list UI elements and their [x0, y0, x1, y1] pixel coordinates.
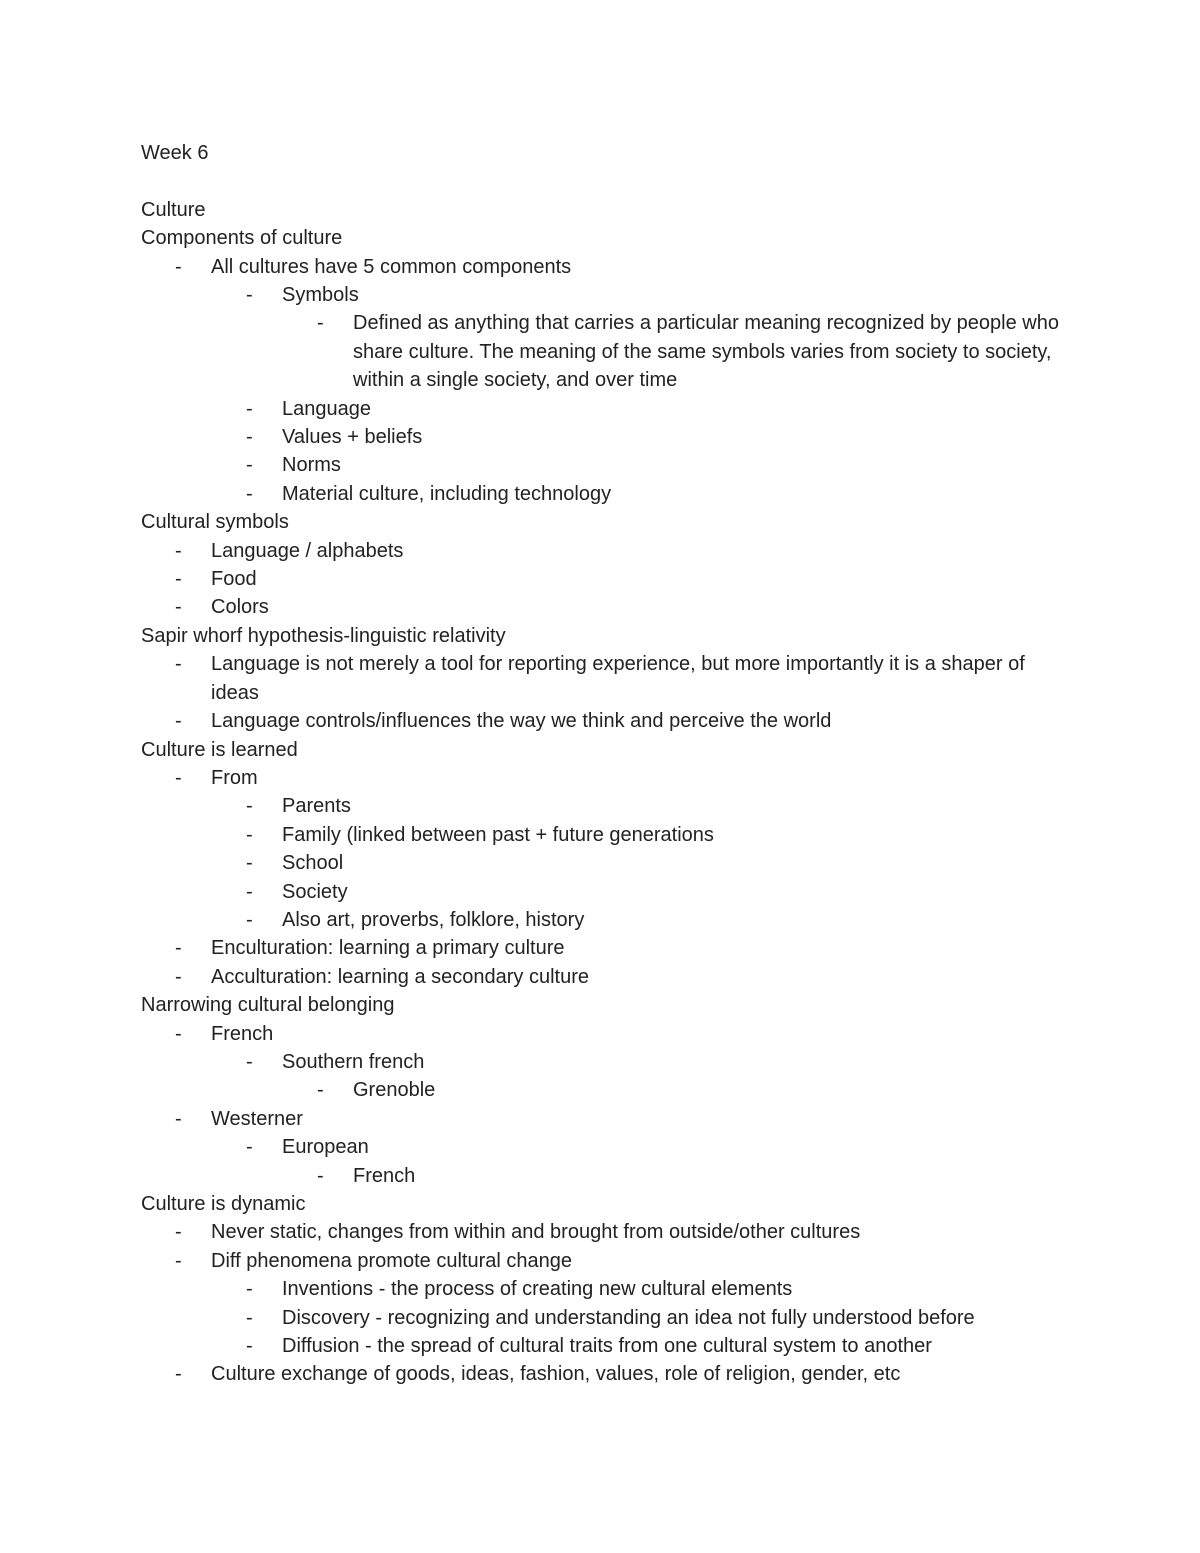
list-item	[141, 1304, 1071, 1332]
list-item-text: Diffusion - the spread of cultural traits from one cultural system to another	[282, 1335, 932, 1358]
list-item	[141, 537, 1071, 565]
list-item-text: Also art, proverbs, folklore, history	[282, 908, 585, 931]
list-item-text: Never static, changes from within and brought from outside/other cultures	[211, 1221, 861, 1244]
section-heading: Narrowing cultural belonging	[141, 994, 395, 1017]
bullet-dash: -	[175, 568, 182, 591]
list-item-text: All cultures have 5 common components	[211, 255, 572, 278]
bullet-dash: -	[246, 426, 253, 449]
list-item	[141, 1162, 1071, 1190]
bullet-dash: -	[246, 1050, 253, 1073]
bullet-dash: -	[175, 539, 182, 562]
list-item	[141, 650, 1071, 707]
list-item	[141, 1247, 1071, 1275]
list-item-text: Language	[282, 397, 371, 420]
list-item	[141, 1020, 1071, 1048]
section-heading: Culture is dynamic	[141, 1193, 306, 1216]
page-title: Week 6	[141, 142, 209, 164]
bullet-dash: -	[246, 454, 253, 477]
list-item	[141, 480, 1071, 508]
list-item-text: Enculturation: learning a primary culture	[211, 937, 565, 960]
bullet-dash: -	[246, 908, 253, 931]
list-item-text: Parents	[282, 795, 351, 818]
list-item-text: Discovery - recognizing and understanding an idea not fully understood before	[282, 1306, 975, 1329]
list-item-text: Society	[282, 880, 348, 903]
list-item-text: Acculturation: learning a secondary culture	[211, 965, 589, 988]
list-item	[141, 1275, 1071, 1303]
bullet-dash: -	[246, 823, 253, 846]
list-item	[141, 1133, 1071, 1161]
bullet-dash: -	[175, 255, 182, 278]
bullet-dash: -	[175, 1022, 182, 1045]
bullet-dash: -	[175, 937, 182, 960]
bullet-dash: -	[246, 284, 253, 307]
bullet-dash: -	[246, 397, 253, 420]
bullet-dash: -	[175, 596, 182, 619]
list-item-text: Culture exchange of goods, ideas, fashion, values, role of religion, gender, etc	[211, 1363, 901, 1386]
list-item	[141, 1076, 1071, 1104]
list-item-text: From	[211, 766, 258, 789]
list-item-text: Defined as anything that carries a particular meaning recognized by people who share culture. The meaning of the same symbols varies from society to society, within a single society, and over time	[353, 312, 1059, 392]
list-item	[141, 565, 1071, 593]
list-item-text: Grenoble	[353, 1079, 436, 1102]
list-item-text: Norms	[282, 454, 341, 477]
list-item	[141, 821, 1071, 849]
list-item-text: Colors	[211, 596, 269, 619]
list-item-text: Westerner	[211, 1107, 303, 1130]
list-item	[141, 593, 1071, 621]
list-item-text: Values + beliefs	[282, 426, 423, 449]
list-item-text: Language / alphabets	[211, 539, 404, 562]
bullet-dash: -	[246, 482, 253, 505]
list-item-text: French	[211, 1022, 274, 1045]
bullet-dash: -	[175, 965, 182, 988]
list-item	[141, 906, 1071, 934]
list-item	[141, 1360, 1071, 1388]
list-item-text: Language is not merely a tool for reporting experience, but more importantly it is a shaper of ideas	[211, 653, 1025, 704]
list-item-text: European	[282, 1136, 369, 1159]
bullet-dash: -	[317, 1164, 324, 1187]
blank-line	[141, 167, 1071, 195]
list-item-text: Southern french	[282, 1050, 425, 1073]
bullet-dash: -	[246, 1136, 253, 1159]
section-heading: Culture	[141, 198, 206, 221]
list-item	[141, 281, 1071, 309]
bullet-dash: -	[246, 880, 253, 903]
bullet-dash: -	[175, 1249, 182, 1272]
list-item	[141, 764, 1071, 792]
list-item-text: Inventions - the process of creating new cultural elements	[282, 1278, 793, 1301]
bullet-dash: -	[246, 1335, 253, 1358]
list-item	[141, 423, 1071, 451]
bullet-dash: -	[175, 1221, 182, 1244]
list-item	[141, 395, 1071, 423]
bullet-dash: -	[175, 766, 182, 789]
document-body	[141, 139, 1071, 1389]
bullet-dash: -	[175, 710, 182, 733]
list-item	[141, 253, 1071, 281]
list-item-text: Family (linked between past + future generations	[282, 823, 714, 846]
bullet-dash: -	[246, 852, 253, 875]
bullet-dash: -	[246, 1278, 253, 1301]
list-item-text: School	[282, 852, 344, 875]
list-item	[141, 963, 1071, 991]
bullet-dash: -	[317, 1079, 324, 1102]
list-item	[141, 309, 1071, 394]
list-item	[141, 707, 1071, 735]
list-item-text: Material culture, including technology	[282, 482, 612, 505]
list-item	[141, 1105, 1071, 1133]
list-item	[141, 1048, 1071, 1076]
bullet-dash: -	[246, 1306, 253, 1329]
list-item	[141, 451, 1071, 479]
bullet-dash: -	[175, 653, 182, 676]
list-item	[141, 849, 1071, 877]
list-item	[141, 878, 1071, 906]
section-heading: Cultural symbols	[141, 511, 289, 534]
bullet-dash: -	[175, 1363, 182, 1386]
list-item	[141, 1332, 1071, 1360]
list-item-text: Food	[211, 568, 257, 591]
bullet-dash: -	[246, 795, 253, 818]
list-item-text: Symbols	[282, 284, 359, 307]
section-heading: Components of culture	[141, 227, 343, 250]
list-item-text: Language controls/influences the way we think and perceive the world	[211, 710, 832, 733]
list-item	[141, 1218, 1071, 1246]
section-heading: Sapir whorf hypothesis-linguistic relativity	[141, 624, 506, 647]
bullet-dash: -	[317, 312, 324, 335]
list-item	[141, 792, 1071, 820]
list-item-text: Diff phenomena promote cultural change	[211, 1249, 572, 1272]
bullet-dash: -	[175, 1107, 182, 1130]
list-item	[141, 934, 1071, 962]
section-heading: Culture is learned	[141, 738, 298, 761]
list-item-text: French	[353, 1164, 416, 1187]
